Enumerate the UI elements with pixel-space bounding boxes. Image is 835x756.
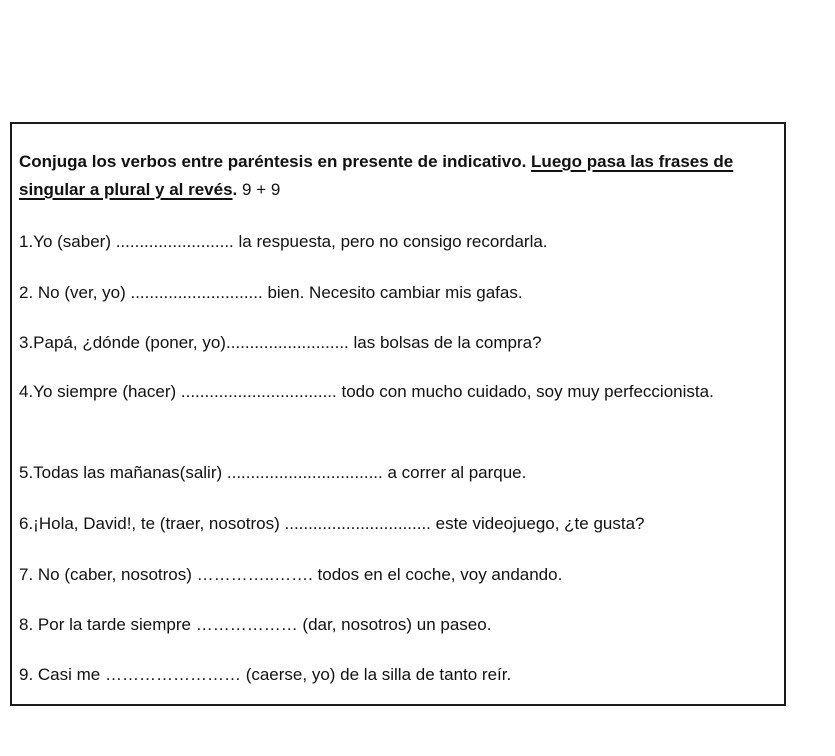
exercise-item-1: 1.Yo (saber) ......................... la respuesta, pero no consigo recordarla.	[19, 232, 548, 251]
exercise-item-5: 5.Todas las mañanas(salir) ................................. a correr al parque.	[19, 463, 527, 482]
exercise-item-3: 3.Papá, ¿dónde (poner, yo).......................... las bolsas de la compra?	[19, 333, 542, 352]
exercise-item-2: 2. No (ver, yo) ............................ bien. Necesito cambiar mis gafas.	[19, 283, 523, 302]
exercise-item-8: 8. Por la tarde siempre ……………… (dar, nosotros) un paseo.	[19, 615, 492, 634]
instructions-period: .	[232, 180, 238, 199]
score: 9 + 9	[242, 180, 281, 199]
instructions-text: Conjuga los verbos entre paréntesis en presente de indicativo.	[19, 152, 527, 171]
exercise-item-6: 6.¡Hola, David!, te (traer, nosotros) ............................... este videojuego, ¿te gusta?	[19, 514, 645, 533]
exercise-box	[10, 122, 786, 706]
exercise-item-4: 4.Yo siempre (hacer) ................................. todo con mucho cuidado, soy muy perfeccionista.	[19, 382, 714, 401]
exercise-item-7: 7. No (caber, nosotros) …………..……. todos en el coche, voy andando.	[19, 565, 563, 584]
instructions-underlined: Luego pasa las frases de singular a plural y al revés	[19, 152, 734, 199]
instructions	[19, 148, 779, 204]
exercise-item-9: 9. Casi me …………………… (caerse, yo) de la silla de tanto reír.	[19, 665, 512, 684]
